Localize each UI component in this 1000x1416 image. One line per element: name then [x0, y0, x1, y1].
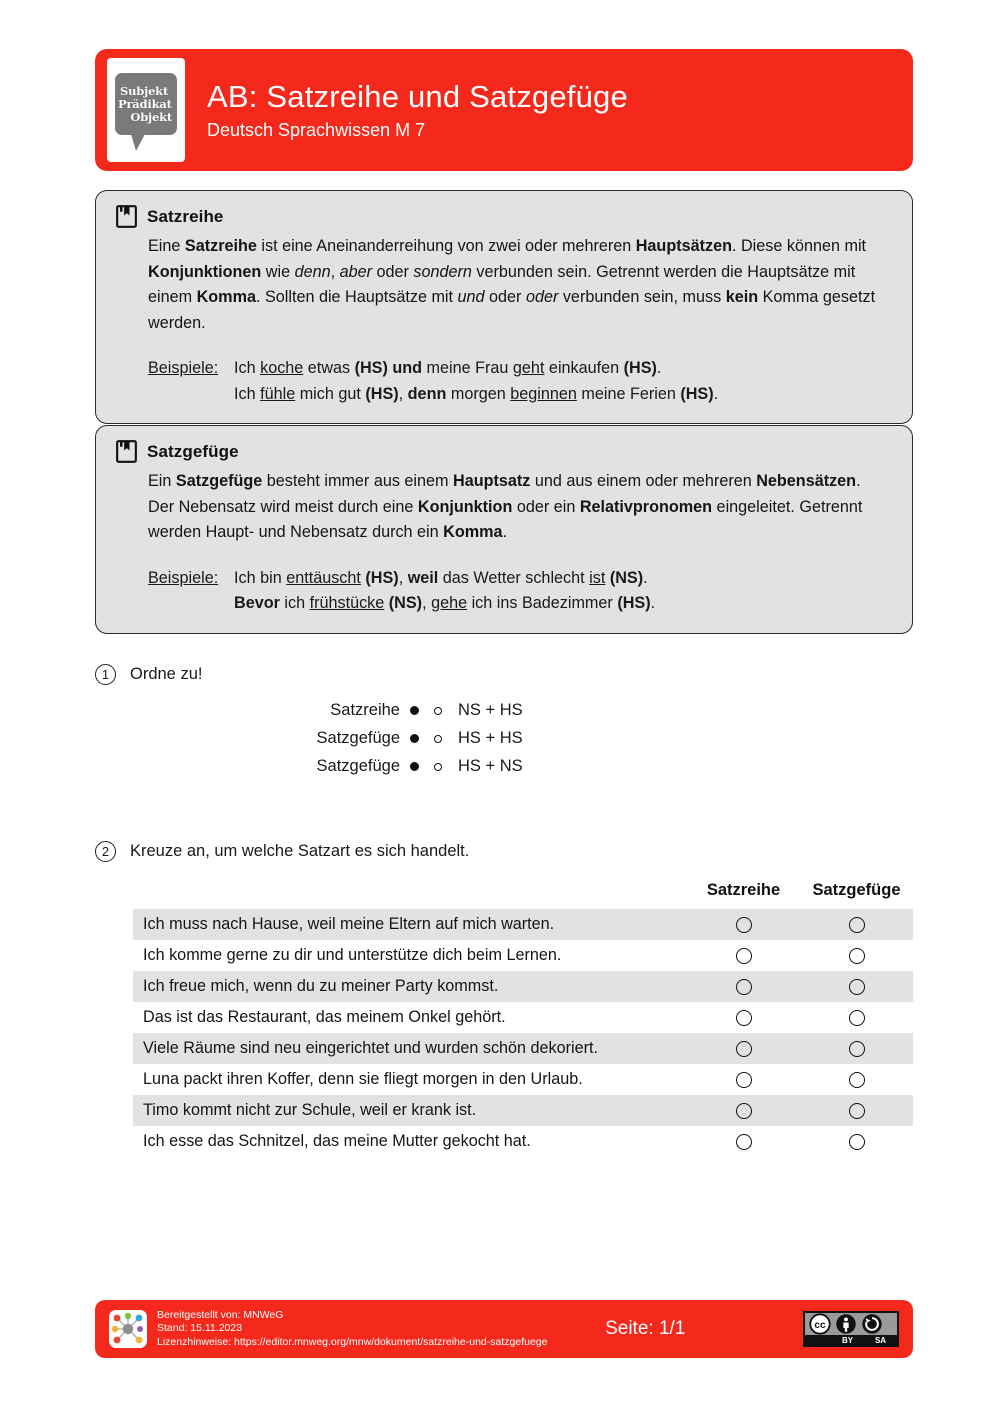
sentence-cell: Viele Räume sind neu eingerichtet und wurden schön dekoriert. [133, 1033, 687, 1064]
option-cell-satzreihe[interactable] [687, 1095, 800, 1126]
book-icon [116, 440, 137, 463]
column-header-satzreihe: Satzreihe [706, 881, 781, 899]
radio-satzgefuege[interactable] [849, 979, 865, 995]
info-box-title: Satzgefüge [147, 441, 239, 461]
example-row [148, 356, 890, 382]
radio-satzgefuege[interactable] [849, 1072, 865, 1088]
example-row [148, 566, 890, 592]
page-title: AB: Satzreihe und Satzgefüge [207, 79, 628, 114]
mnweg-logo-icon [109, 1310, 147, 1348]
task-2 [95, 840, 913, 1157]
matching-exercise [250, 701, 913, 776]
option-cell-satzreihe[interactable] [687, 940, 800, 971]
option-cell-satzreihe[interactable] [687, 1126, 800, 1157]
match-left-dot[interactable] [410, 762, 419, 771]
sentence-cell: Das ist das Restaurant, das meinem Onkel gehört. [143, 1008, 506, 1026]
cc-by-label: BY [841, 1336, 854, 1345]
column-header-satzgefuege: Satzgefüge [812, 881, 901, 899]
examples-label-spacer [148, 591, 234, 617]
info-box-satzgefuege [95, 425, 913, 634]
examples-label: Beispiele: [148, 568, 219, 587]
logo-line-1: Subjekt [120, 83, 169, 98]
sentence-cell: Ich freue mich, wenn du zu meiner Party kommst. [133, 971, 687, 1002]
match-right-label: HS + NS [458, 757, 523, 775]
table-row [133, 1064, 913, 1095]
cc-sa-icon [861, 1313, 883, 1335]
sentence-cell: Luna packt ihren Koffer, denn sie fliegt morgen in den Urlaub. [143, 1070, 583, 1088]
page-indicator: Seite: 1/1 [605, 1318, 686, 1339]
option-cell-satzgefuege[interactable] [800, 971, 913, 1002]
example-sentence: Ich bin enttäuscht (HS), weil das Wetter schlecht ist (NS). [234, 568, 648, 587]
option-cell-satzgefuege[interactable] [800, 1064, 913, 1095]
column-header-sentence [133, 880, 687, 909]
footer-license-link[interactable]: Lizenzhinweise: https://editor.mnweg.org/mnw/dokument/satzreihe-und-satzgefuege [157, 1335, 548, 1348]
example-row [148, 382, 890, 408]
example-row [148, 591, 890, 617]
logo [107, 58, 185, 162]
sentence-cell: Timo kommt nicht zur Schule, weil er krank ist. [133, 1095, 687, 1126]
match-right-dot[interactable] [434, 735, 442, 743]
table-row [133, 1095, 913, 1126]
match-left-dot[interactable] [410, 734, 419, 743]
info-box-header [116, 205, 890, 228]
task-2-instruction: Kreuze an, um welche Satzart es sich handelt. [130, 842, 470, 860]
radio-satzreihe[interactable] [736, 1010, 752, 1026]
match-left-dot[interactable] [410, 706, 419, 715]
cc-label-spacer [805, 1335, 831, 1347]
radio-satzgefuege[interactable] [849, 1010, 865, 1026]
match-left-label: Satzgefüge [316, 729, 400, 747]
option-cell-satzgefuege[interactable] [800, 1126, 913, 1157]
match-right-label: NS + HS [458, 701, 523, 719]
radio-satzgefuege[interactable] [849, 1041, 865, 1057]
option-cell-satzgefuege[interactable] [800, 909, 913, 940]
radio-satzreihe[interactable] [736, 1103, 752, 1119]
option-cell-satzreihe[interactable] [687, 909, 800, 940]
task-1-number: 1 [95, 664, 116, 685]
option-cell-satzgefuege[interactable] [800, 1033, 913, 1064]
examples-label: Beispiele: [148, 359, 219, 377]
task-1 [95, 663, 913, 776]
logo-line-3: Objekt [130, 109, 172, 124]
task-2-header [95, 840, 913, 862]
match-left-label: Satzreihe [330, 701, 400, 719]
table-row [133, 909, 913, 940]
radio-satzgefuege[interactable] [849, 917, 865, 933]
sentence-cell: Ich esse das Schnitzel, das meine Mutter gekocht hat. [143, 1132, 531, 1150]
table-row [133, 940, 913, 971]
sentence-cell: Ich komme gerne zu dir und unterstütze dich beim Lernen. [143, 946, 562, 964]
radio-satzreihe[interactable] [736, 917, 752, 933]
match-right-label: HS + HS [458, 729, 523, 747]
cc-by-icon [835, 1313, 857, 1335]
radio-satzgefuege[interactable] [849, 1134, 865, 1150]
task-2-number: 2 [95, 841, 116, 862]
examples-block [116, 566, 890, 617]
radio-satzreihe[interactable] [736, 948, 752, 964]
info-box-paragraph: Ein Satzgefüge besteht immer aus einem Hauptsatz und aus einem oder mehreren Nebensätzen. Der Nebensatz wird meist durch eine Konjunktion oder ein Relativpronomen eingeleitet. Getrennt werden Haupt- und Nebensatz durch ein Komma. [148, 472, 863, 541]
cc-icon [809, 1313, 831, 1335]
task-1-instruction: Ordne zu! [130, 665, 203, 683]
option-cell-satzgefuege[interactable] [800, 940, 913, 971]
option-cell-satzgefuege[interactable] [800, 1095, 913, 1126]
footer-provider: Bereitgestellt von: MNWeG [157, 1308, 284, 1321]
logo-line-2: Prädikat [118, 96, 172, 111]
radio-satzgefuege[interactable] [849, 948, 865, 964]
info-box-header [116, 440, 890, 463]
examples-block [116, 356, 890, 407]
radio-satzreihe[interactable] [736, 1072, 752, 1088]
radio-satzreihe[interactable] [736, 979, 752, 995]
footer-date: Stand: 15.11.2023 [157, 1322, 243, 1335]
header-text-block [207, 78, 628, 142]
cc-icons-row [805, 1313, 897, 1335]
svg-text:cc: cc [814, 1320, 826, 1332]
option-cell-satzgefuege[interactable] [800, 1002, 913, 1033]
match-right-dot[interactable] [434, 707, 442, 715]
sentence-classification-table [133, 880, 913, 1157]
option-cell-satzreihe[interactable] [687, 971, 800, 1002]
radio-satzgefuege[interactable] [849, 1103, 865, 1119]
examples-label-spacer [148, 382, 234, 408]
match-right-dot[interactable] [434, 763, 442, 771]
cc-sa-label: SA [874, 1336, 887, 1345]
info-box-paragraph: Eine Satzreihe ist eine Aneinanderreihung von zwei oder mehreren Hauptsätzen. Diese können mit Konjunktionen wie denn, aber oder sondern verbunden sein. Getrennt werden die Hauptsätze mit einem Komma. Sollten die Hauptsätze mit und oder oder verbunden sein, muss kein Komma gesetzt werden. [148, 237, 876, 332]
document-footer [95, 1300, 913, 1358]
info-box-title: Satzreihe [147, 206, 224, 226]
option-cell-satzreihe[interactable] [687, 1064, 800, 1095]
book-icon [116, 205, 137, 228]
table-row [133, 971, 913, 1002]
radio-satzreihe[interactable] [736, 1041, 752, 1057]
option-cell-satzreihe[interactable] [687, 1002, 800, 1033]
info-box-satzreihe [95, 190, 913, 424]
example-sentence: Ich fühle mich gut (HS), denn morgen beginnen meine Ferien (HS). [234, 384, 719, 403]
speech-bubble-icon [115, 73, 177, 135]
radio-satzreihe[interactable] [736, 1134, 752, 1150]
page-subtitle: Deutsch Sprachwissen M 7 [207, 120, 426, 140]
table-header-row [133, 880, 913, 909]
example-sentence: Ich koche etwas (HS) und meine Frau geht einkaufen (HS). [234, 359, 662, 377]
table-row [133, 1002, 913, 1033]
cc-license-badge[interactable] [803, 1311, 899, 1347]
option-cell-satzreihe[interactable] [687, 1033, 800, 1064]
document-header [95, 49, 913, 171]
task-1-header [95, 663, 913, 685]
table-row [133, 1033, 913, 1064]
example-sentence: Bevor ich frühstücke (NS), gehe ich ins Badezimmer (HS). [234, 594, 656, 612]
molecule-icon [109, 1310, 147, 1348]
sentence-cell: Ich muss nach Hause, weil meine Eltern auf mich warten. [133, 909, 687, 940]
match-left-label: Satzgefüge [316, 757, 400, 775]
cc-labels-row [805, 1335, 897, 1347]
table-row [133, 1126, 913, 1157]
